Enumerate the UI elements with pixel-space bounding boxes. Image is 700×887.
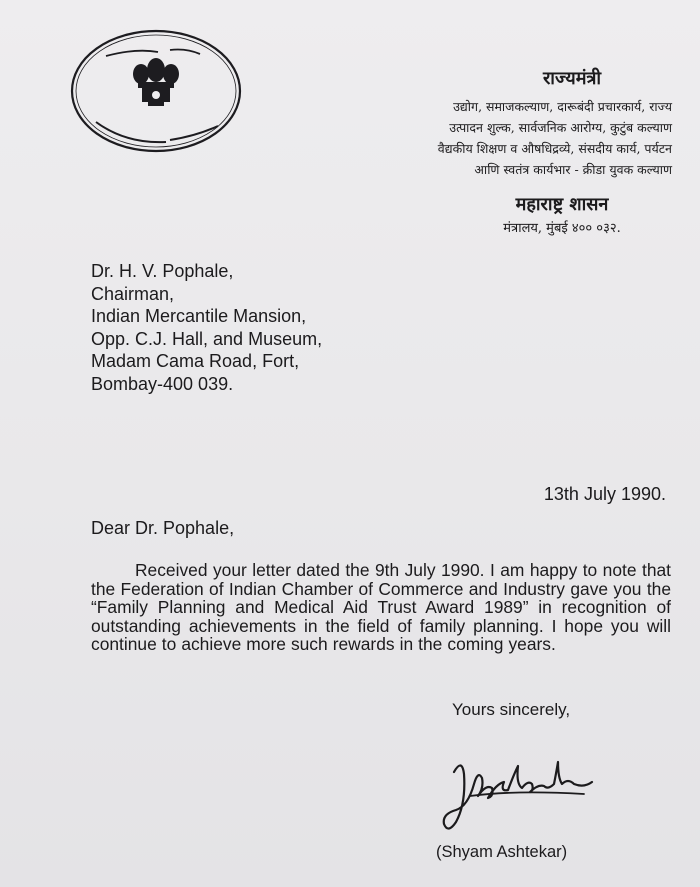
letter-body [91,561,671,654]
salutation: Dear Dr. Pophale, [91,518,235,538]
letterhead-portfolio-line: आणि स्वतंत्र कार्यभार - क्रीडा युवक कल्याण [474,162,672,177]
letterhead-government: महाराष्ट्र शासन [515,194,609,215]
seal-stamp-icon [66,26,246,156]
letter-body-text: Received your letter dated the 9th July 1990. I am happy to note that the Federation of Indian Chamber of Commerce and Industry gave you the “Family Planning and Medical Aid Trust Award 1989” in recognition of outstanding achievements in the field of family planning. I hope you will continue to achieve more such rewards in the coming years. [91,560,671,655]
recipient-line: Indian Mercantile Mansion, [91,306,307,327]
signer-name: (Shyam Ashtekar) [436,843,568,861]
ministry-seal [66,26,246,156]
letterhead-portfolio-line: उद्योग, समाजकल्याण, दारूबंदी प्रचारकार्य, राज्य [453,99,672,114]
letterhead [332,66,672,236]
recipient-line: Chairman, [91,283,175,304]
handwritten-signature [434,744,604,840]
letterhead-portfolio-line: वैद्यकीय शिक्षण व औषधिद्रव्ये, संसदीय कार्य, पर्यटन [437,141,672,156]
letter-date: 13th July 1990. [543,484,666,504]
closing: Yours sincerely, [452,700,571,719]
letterhead-portfolio-line: उत्पादन शुल्क, सार्वजनिक आरोग्य, कुटुंब कल्याण [449,120,672,135]
letterhead-address: मंत्रालय, मुंबई ४०० ०३२. [503,221,621,236]
recipient-line: Madam Cama Road, Fort, [91,351,300,372]
recipient-line: Opp. C.J. Hall, and Museum, [91,328,323,349]
recipient-address [91,260,322,396]
recipient-line: Bombay-400 039. [91,373,234,394]
recipient-line: Dr. H. V. Pophale, [91,261,234,281]
letterhead-title: राज्यमंत्री [542,68,602,89]
signature-icon [434,744,604,840]
